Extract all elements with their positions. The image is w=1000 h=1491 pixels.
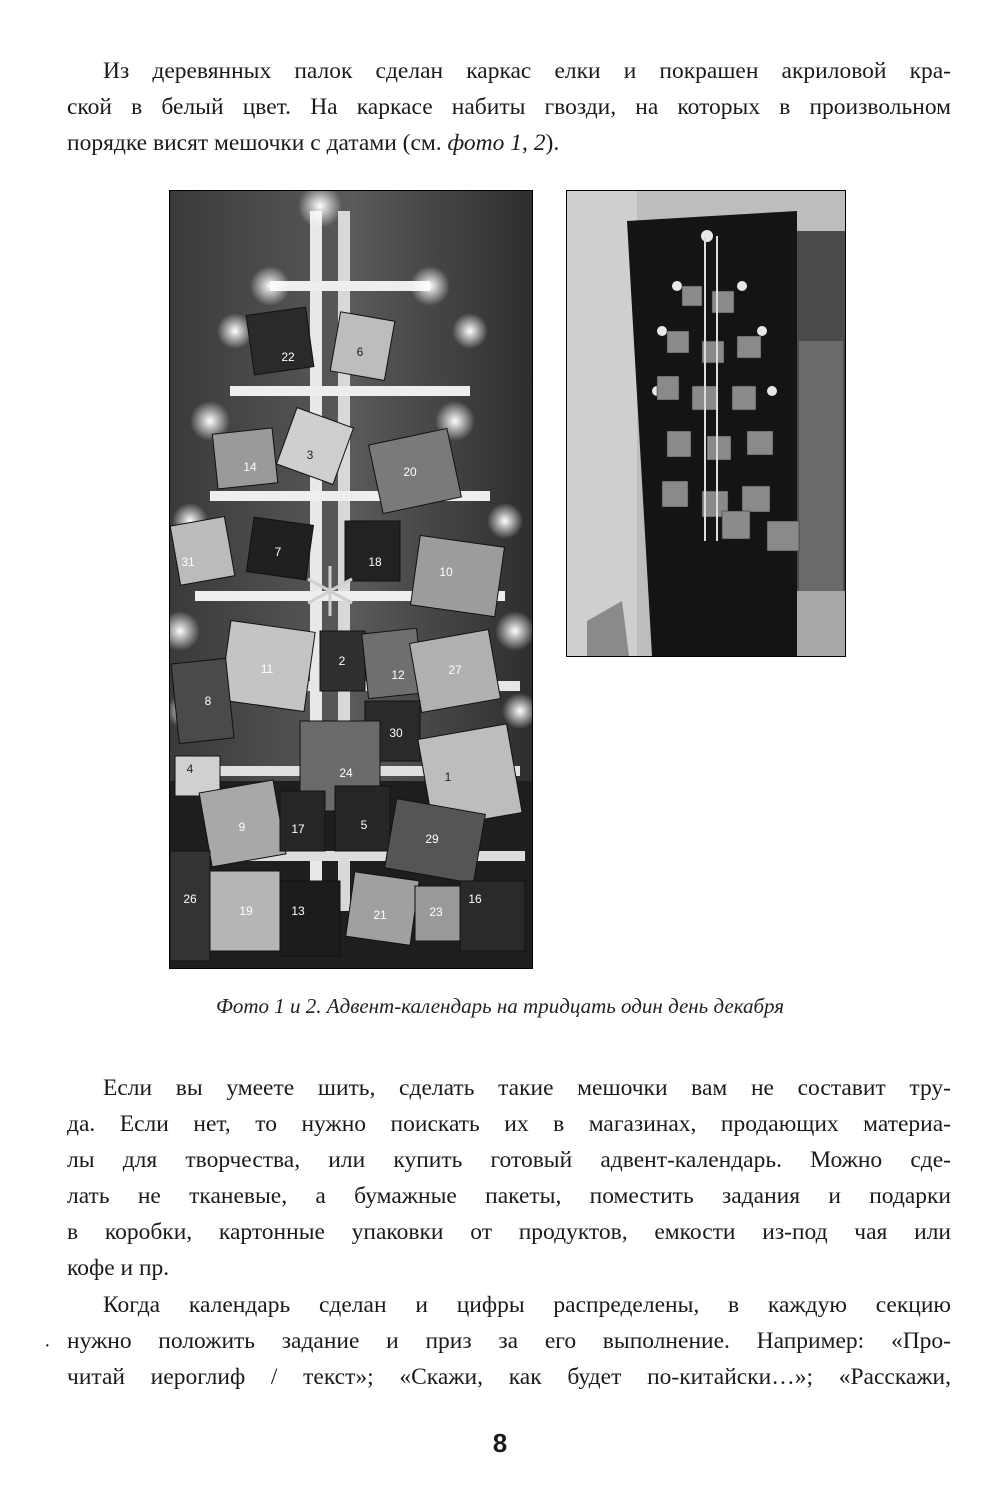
bag-number: 1: [444, 770, 452, 784]
paragraph-1-line-2: ской в белый цвет. На каркасе набиты гвозди, на которых в произвольном: [67, 94, 951, 120]
photo-2-illustration: [567, 191, 845, 656]
paragraph-2-line-4: лать не тканевые, а бумажные пакеты, поместить задания и подарки: [67, 1183, 951, 1209]
bag-number: 29: [425, 832, 439, 846]
bag-number: 24: [339, 766, 353, 780]
paragraph-1: [67, 53, 951, 161]
bag-number: 21: [373, 908, 387, 922]
bag-number: 2: [338, 654, 346, 668]
bag-number: 14: [243, 460, 257, 474]
paragraph-1-line-1: Из деревянных палок сделан каркас елки и покрашен акриловой кра-: [103, 58, 951, 84]
paragraph-2-line-5: в коробки, картонные упаковки от продуктов, емкости из-под чая или: [67, 1219, 951, 1245]
paragraph-3: [67, 1287, 951, 1395]
bag-number: 19: [239, 904, 253, 918]
bag-number: 30: [389, 726, 403, 740]
bag-number: 23: [429, 905, 443, 919]
bag-number: 18: [368, 555, 382, 569]
photo-1-illustration: [170, 191, 532, 968]
bag-number: 13: [291, 904, 305, 918]
paragraph-2-line-2: да. Если нет, то нужно поискать их в магазинах, продающих материа-: [67, 1111, 951, 1137]
bag-number: 20: [403, 465, 417, 479]
bag-number: 7: [274, 545, 282, 559]
paragraph-2-line-1: Если вы умеете шить, сделать такие мешочки вам не составит тру-: [103, 1075, 951, 1101]
bag-number: 17: [291, 822, 305, 836]
bag-number: 3: [306, 448, 314, 462]
bag-number: 22: [281, 350, 295, 364]
photo-1-advent-tree: [169, 190, 533, 969]
paragraph-3-line-3: читай иероглиф / текст»; «Скажи, как будет по-китайски…»; «Расскажи,: [67, 1364, 951, 1390]
bag-number: 5: [360, 818, 368, 832]
bag-number: 9: [238, 820, 246, 834]
page-number: 8: [492, 1428, 508, 1458]
bag-number: 16: [468, 892, 482, 906]
bag-number: 12: [391, 668, 405, 682]
photo-ref-1: фото 1: [447, 130, 523, 156]
bag-number: 6: [356, 345, 364, 359]
bag-number: 8: [204, 694, 212, 708]
bag-number: 4: [186, 762, 194, 776]
bag-number: 31: [181, 555, 195, 569]
paragraph-1-line-3: [67, 125, 951, 161]
bag-number: 10: [439, 565, 453, 579]
photo-2-advent-tree-room: [566, 190, 846, 657]
bag-number: 11: [260, 662, 274, 676]
margin-mark: ·: [44, 1335, 51, 1357]
photo-ref-2: 2: [533, 130, 546, 156]
paragraph-3-line-1: Когда календарь сделан и цифры распределены, в каждую секцию: [103, 1292, 951, 1318]
paragraph-2-line-6: кофе и пр.: [67, 1255, 170, 1281]
bag-number: 27: [448, 663, 462, 677]
photo-ref-sep: ,: [522, 130, 534, 156]
paragraph-3-line-2: нужно положить задание и приз за его выполнение. Например: «Про-: [67, 1328, 951, 1354]
paragraph-1-line-3-text: порядке висят мешочки с датами (см.: [67, 130, 448, 156]
photo-caption: Фото 1 и 2. Адвент-календарь на тридцать один день декабря: [215, 994, 785, 1018]
paragraph-2-line-3: лы для творчества, или купить готовый адвент-календарь. Можно сде-: [67, 1147, 951, 1173]
bag-number: 26: [183, 892, 197, 906]
paragraph-2: [67, 1070, 951, 1286]
photo-ref-end: ).: [545, 130, 560, 156]
